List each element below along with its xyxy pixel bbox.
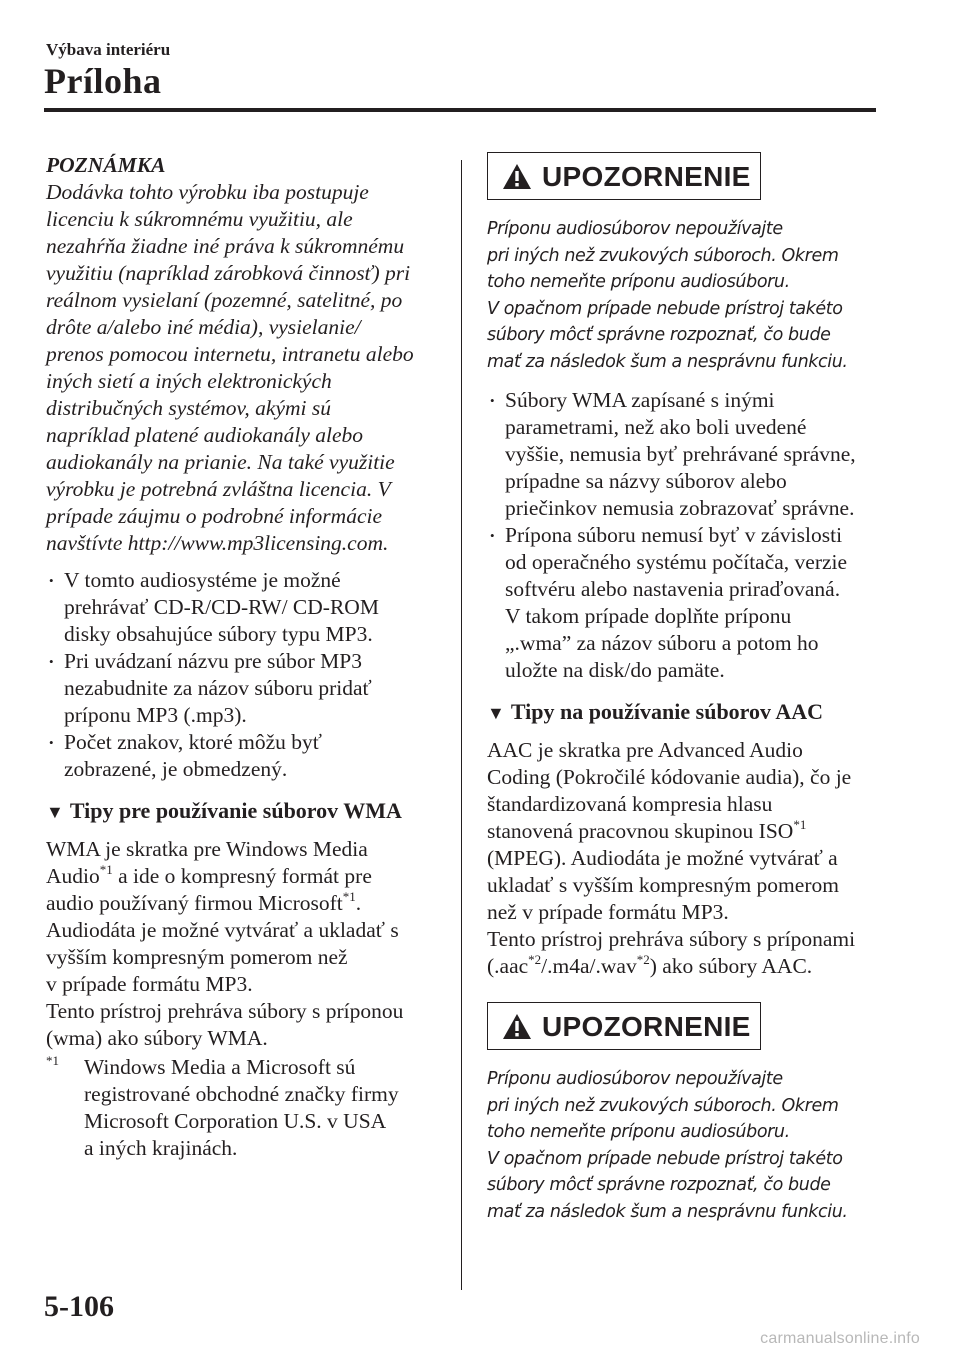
body-line: Tento prístroj prehráva súbory s príponou xyxy=(46,999,404,1023)
warning-line: toho nemeňte príponu audiosúboru. xyxy=(487,1122,790,1142)
note-line: výrobku je potrebná zvláštna licencia. V xyxy=(46,477,391,501)
triangle-down-icon: ▼ xyxy=(46,802,64,822)
footnote-ref: *2 xyxy=(636,952,650,967)
wma-body xyxy=(46,836,446,1052)
body-line xyxy=(487,953,887,980)
note-block xyxy=(46,152,446,557)
mp3-bullet-list xyxy=(46,567,446,783)
warning-text xyxy=(487,1066,887,1225)
note-line: licenciu k súkromnému využitiu, ale xyxy=(46,207,353,231)
body-text: ) ako súbory AAC. xyxy=(649,954,813,978)
footnote-ref: *1 xyxy=(793,817,807,832)
page-number: 5-106 xyxy=(44,1290,114,1323)
body-line: AAC je skratka pre Advanced Audio xyxy=(487,738,803,762)
bullet-line: prípadne sa názvy súborov alebo xyxy=(505,469,787,493)
bullet-line: „.wma” za názov súboru a potom ho xyxy=(505,631,819,655)
body-line: (wma) ako súbory WMA. xyxy=(46,1026,268,1050)
bullet-line: • Prípona súboru nemusí byť v závislosti xyxy=(505,523,843,547)
bullet-line: parametrami, než ako boli uvedené xyxy=(505,415,807,439)
footnote-mark: *1 xyxy=(46,1053,59,1068)
body-line: vyšším kompresným pomerom než xyxy=(46,945,348,969)
warning-text xyxy=(487,216,887,375)
header-rule xyxy=(44,108,876,112)
bullet-line: • Počet znakov, ktoré môžu byť xyxy=(64,730,322,754)
note-line: navštívte http://www.mp3licensing.com. xyxy=(46,531,389,555)
bullet-line: prehrávať CD-R/CD-RW/ CD-ROM xyxy=(64,595,379,619)
bullet-line: V takom prípade doplňte príponu xyxy=(505,604,792,628)
body-text: a ide o kompresný formát pre xyxy=(112,864,372,888)
note-line: iných sietí a iných elektronických xyxy=(46,369,332,393)
body-line: štandardizovaná kompresia hlasu xyxy=(487,792,773,816)
warning-icon xyxy=(502,1013,532,1040)
footnote-line: a iných krajinách. xyxy=(84,1136,238,1160)
body-line: ukladať s vyšším kompresným pomerom xyxy=(487,873,839,897)
wma-heading xyxy=(46,797,446,826)
left-column xyxy=(46,152,446,1162)
note-line: prípade záujmu o podrobné informácie xyxy=(46,504,383,528)
body-text: audio používaný firmou Microsoft xyxy=(46,891,343,915)
footnote-ref: *1 xyxy=(99,862,113,877)
bullet-line: disky obsahujúce súbory typu MP3. xyxy=(64,622,373,646)
warning-line: súbory môcť správne rozpoznať, čo bude xyxy=(487,1175,831,1195)
warning-line: V opačnom prípade nebude prístroj takéto xyxy=(487,298,843,319)
note-line: napríklad platené audiokanály alebo xyxy=(46,423,364,447)
note-line: využitiu (napríklad zárobková činnosť) pri xyxy=(46,261,411,285)
bullet-line: nezabudnite za názov súboru pridať xyxy=(64,676,372,700)
footnote-line: Microsoft Corporation U.S. v USA xyxy=(84,1109,387,1133)
aac-body xyxy=(487,737,887,980)
aac-heading-text: Tipy na používanie súborov AAC xyxy=(510,699,823,724)
body-line xyxy=(46,863,446,890)
section-label: Výbava interiéru xyxy=(46,40,171,59)
footnote-line: registrované obchodné značky firmy xyxy=(84,1082,399,1106)
body-text: /.m4a/.wav xyxy=(541,954,637,978)
column-divider xyxy=(461,160,462,1290)
body-text: stanovená pracovnou skupinou ISO xyxy=(487,819,794,843)
body-line: než v prípade formátu MP3. xyxy=(487,900,729,924)
body-line: Tento prístroj prehráva súbory s príponami xyxy=(487,927,856,951)
footnote-ref: *2 xyxy=(528,952,542,967)
right-column xyxy=(487,152,887,1237)
body-line: Coding (Pokročilé kódovanie audia), čo je xyxy=(487,765,852,789)
note-title: POZNÁMKA xyxy=(46,153,166,177)
wma-bullet-list xyxy=(487,387,887,684)
note-line: nezahŕňa žiadne iné práva k súkromnému xyxy=(46,234,405,258)
warning-label: UPOZORNENIE xyxy=(542,160,751,192)
body-line: WMA je skratka pre Windows Media xyxy=(46,837,368,861)
note-line: Dodávka tohto výrobku iba postupuje xyxy=(46,180,369,204)
warning-line: mať za následok šum a nesprávnu funkciu. xyxy=(487,351,848,372)
body-line: v prípade formátu MP3. xyxy=(46,972,253,996)
list-item xyxy=(487,387,887,522)
footnote-line: Windows Media a Microsoft sú xyxy=(84,1055,356,1079)
bullet-line: od operačného systému počítača, verzie xyxy=(505,550,848,574)
warning-box xyxy=(487,152,761,200)
warning-line: súbory môcť správne rozpoznať, čo bude xyxy=(487,325,831,345)
list-item xyxy=(46,648,446,729)
body-line xyxy=(46,890,446,917)
body-line: (MPEG). Audiodáta je možné vytvárať a xyxy=(487,846,838,870)
warning-icon xyxy=(502,163,532,190)
body-line xyxy=(487,818,887,845)
list-item xyxy=(487,522,887,684)
warning-line: mať za následok šum a nesprávnu funkciu. xyxy=(487,1201,848,1222)
note-line: audiokanály na prianie. Na také využitie xyxy=(46,450,395,474)
bullet-line: vyššie, nemusia byť prehrávané správne, xyxy=(505,442,856,466)
list-item xyxy=(46,567,446,648)
warning-line: pri iných než zvukových súboroch. Okrem xyxy=(487,245,839,266)
warning-line: Príponu audiosúborov nepoužívajte xyxy=(487,1069,783,1089)
warning-label: UPOZORNENIE xyxy=(542,1010,751,1042)
aac-heading xyxy=(487,698,887,727)
note-line: drôte a/alebo iné média), vysielanie/ xyxy=(46,315,361,339)
note-line: distribučných systémov, akými sú xyxy=(46,396,332,420)
bullet-line: • V tomto audiosystéme je možné xyxy=(64,568,341,592)
bullet-line: • Súbory WMA zapísané s inými xyxy=(505,388,775,412)
bullet-line: softvéru alebo nastavenia priraďovaná. xyxy=(505,577,841,601)
body-text: . xyxy=(355,891,362,915)
warning-line: Príponu audiosúborov nepoužívajte xyxy=(487,219,783,239)
warning-line: pri iných než zvukových súboroch. Okrem xyxy=(487,1095,839,1116)
body-line: Audiodáta je možné vytvárať a ukladať s xyxy=(46,918,399,942)
body-text: Audio xyxy=(46,864,100,888)
watermark: carmanualsonline.info xyxy=(760,1330,920,1347)
bullet-line: • Pri uvádzaní názvu pre súbor MP3 xyxy=(64,649,362,673)
bullet-line: zobrazené, je obmedzený. xyxy=(64,757,288,781)
bullet-line: uložte na disk/do pamäte. xyxy=(505,658,725,682)
footnote xyxy=(46,1054,446,1162)
warning-box xyxy=(487,1002,761,1050)
note-text xyxy=(46,179,446,557)
note-line: prenos pomocou internetu, intranetu alebo xyxy=(46,342,414,366)
bullet-line: príponu MP3 (.mp3). xyxy=(64,703,247,727)
list-item xyxy=(46,729,446,783)
triangle-down-icon: ▼ xyxy=(487,703,505,723)
wma-heading-text: Tipy pre používanie súborov WMA xyxy=(69,798,402,823)
bullet-line: priečinkov nemusia zobrazovať správne. xyxy=(505,496,855,520)
chapter-title: Príloha xyxy=(44,61,162,101)
warning-line: toho nemeňte príponu audiosúboru. xyxy=(487,272,790,292)
footnote-ref: *1 xyxy=(342,889,356,904)
note-line: reálnom vysielaní (pozemné, satelitné, po xyxy=(46,288,403,312)
body-text: (.aac xyxy=(487,954,529,978)
warning-line: V opačnom prípade nebude prístroj takéto xyxy=(487,1148,843,1169)
